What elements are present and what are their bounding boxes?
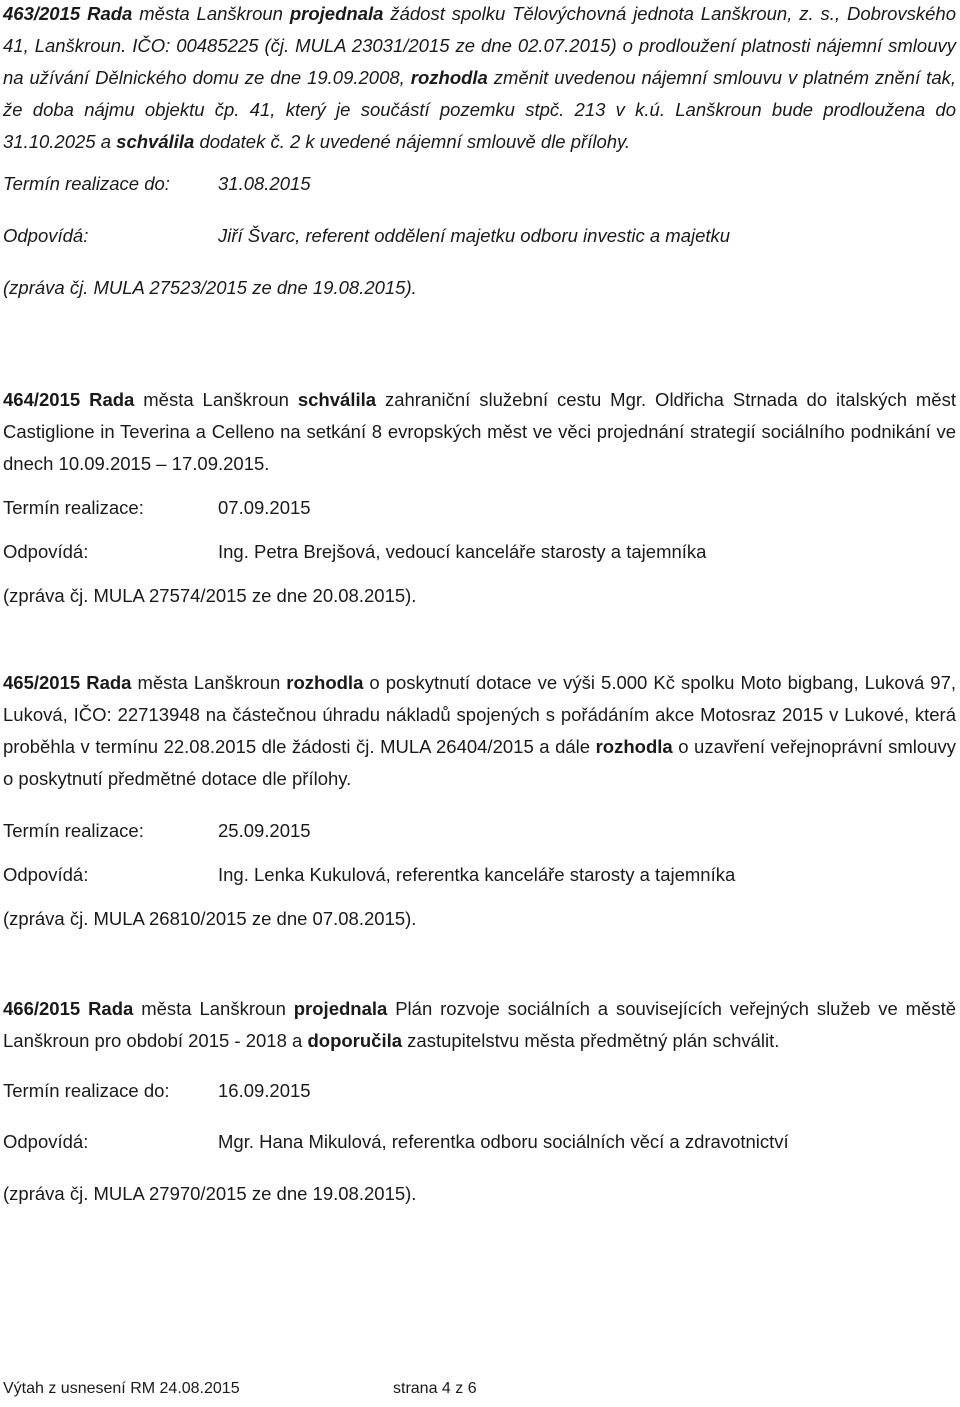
responsible-value: Ing. Petra Brejšová, vedoucí kanceláře starosty a tajemníka [218,541,707,562]
decision-verb: rozhodla [410,67,488,88]
resolution-463-report: (zpráva čj. MULA 27523/2015 ze dne 19.08.2015). [3,277,417,298]
resolution-number: 466/2015 [3,998,81,1019]
decision-verb: projednala [293,998,388,1019]
responsible-value: Ing. Lenka Kukulová, referentka kanceláře starosty a tajemníka [218,864,736,885]
page-number: strana 4 z 6 [393,1380,477,1397]
resolution-466 [3,993,956,1057]
resolution-464-responsible [3,538,707,566]
resolution-body: Rada [88,998,134,1019]
responsible-label: Odpovídá: [3,864,89,885]
resolution-466-text: 466/2015 Rada města Lanškroun projednala Plán rozvoje sociálních a souvisejících veřejných služeb ve městě Lanškroun pro období 2015 - 2018 a doporučila zastupitelstvu města předmětný plán schválit. [3,998,956,1051]
resolution-466-deadline [3,1077,311,1105]
deadline-value: 07.09.2015 [218,497,311,518]
resolution-463 [3,0,956,158]
resolution-466-report: (zpráva čj. MULA 27970/2015 ze dne 19.08.2015). [3,1183,417,1204]
deadline-label: Termín realizace do: [3,1080,170,1101]
deadline-value: 31.08.2015 [218,173,311,194]
resolution-463-responsible [3,222,731,250]
resolution-body: Rada [86,672,132,693]
decision-verb: rozhodla [595,736,673,757]
resolution-465-report: (zpráva čj. MULA 26810/2015 ze dne 07.08.2015). [3,908,417,929]
resolution-464-deadline [3,494,311,522]
resolution-464-text: 464/2015 Rada města Lanškroun schválila zahraniční služební cestu Mgr. Oldřicha Strnada do italských měst Castiglione in Teverina a Celleno na setkání 8 evropských měst ve věci projednání strategií sociálního podnikání ve dnech 10.09.2015 – 17.09.2015. [3,389,956,474]
resolution-465-responsible [3,861,736,889]
decision-verb: rozhodla [286,672,364,693]
resolution-body: Rada [87,3,133,24]
resolution-464-report: (zpráva čj. MULA 27574/2015 ze dne 20.08.2015). [3,585,417,606]
resolution-number: 464/2015 [3,389,81,410]
decision-verb: projednala [289,3,384,24]
responsible-value: Jiří Švarc, referent oddělení majetku odboru investic a majetku [218,225,731,246]
resolution-464 [3,384,956,480]
decision-verb: schválila [116,131,195,152]
resolution-465-text: 465/2015 Rada města Lanškroun rozhodla o poskytnutí dotace ve výši 5.000 Kč spolku Moto bigbang, Luková 97, Luková, IČO: 22713948 na částečnou úhradu nákladů spojených s pořádáním akce Motosraz 2015 v Lukové, která proběhla v termínu 22.08.2015 dle žádosti čj. MULA 26404/2015 a dále rozhodla o uzavření veřejnoprávní smlouvy o poskytnutí předmětné dotace dle přílohy. [3,672,956,789]
deadline-label: Termín realizace do: [3,173,170,194]
responsible-value: Mgr. Hana Mikulová, referentka odboru sociálních věcí a zdravotnictví [218,1131,789,1152]
responsible-label: Odpovídá: [3,225,89,246]
page-footer [3,1380,477,1398]
resolution-463-deadline [3,170,311,198]
responsible-label: Odpovídá: [3,541,89,562]
resolution-number: 465/2015 [3,672,81,693]
deadline-label: Termín realizace: [3,820,144,841]
decision-verb: schválila [297,389,377,410]
deadline-label: Termín realizace: [3,497,144,518]
resolution-number: 463/2015 [3,3,81,24]
footer-document-title: Výtah z usnesení RM 24.08.2015 [3,1380,240,1397]
responsible-label: Odpovídá: [3,1131,89,1152]
resolution-466-responsible [3,1128,789,1156]
resolution-463-text: 463/2015 Rada města Lanškroun projednala žádost spolku Tělovýchovná jednota Lanškroun, z. s., Dobrovského 41, Lanškroun. IČO: 00485225 (čj. MULA 23031/2015 ze dne 02.07.2015) o prodloužení platnosti nájemní smlouvy na užívání Dělnického domu ze dne 19.09.2008, rozhodla změnit uvedenou nájemní smlouvu v platném znění tak, že doba nájmu objektu čp. 41, který je součástí pozemku stpč. 213 v k.ú. Lanškroun bude prodloužena do 31.10.2025 a schválila dodatek č. 2 k uvedené nájemní smlouvě dle přílohy. [3,3,956,152]
resolution-body: Rada [89,389,135,410]
decision-verb: doporučila [307,1030,403,1051]
deadline-value: 25.09.2015 [218,820,311,841]
resolution-465 [3,667,956,795]
deadline-value: 16.09.2015 [218,1080,311,1101]
resolution-465-deadline [3,817,311,845]
